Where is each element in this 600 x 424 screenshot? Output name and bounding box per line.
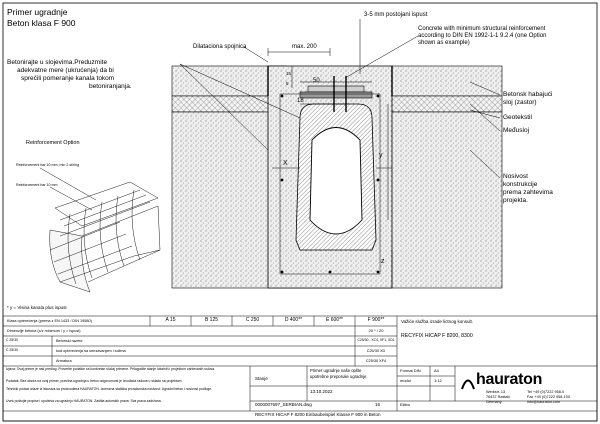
concrete-row-b: Betonski razred xyxy=(56,339,83,343)
instruction-l3: sprečili pomeranje kanala tokom xyxy=(21,75,115,82)
support-l3: prema zahtevima xyxy=(503,189,553,196)
approved-l2: upotrebne preporuke ugradnje. xyxy=(310,374,368,379)
grating-frame xyxy=(300,92,372,98)
class-c250: C 250 xyxy=(245,317,260,323)
address-l1: Werkstr. 13 xyxy=(486,390,506,394)
class-f900: F 900** xyxy=(367,317,385,323)
date-value: 13.10.2022 xyxy=(310,389,333,394)
footnote: * y = Visina kanala plus ispust xyxy=(7,305,67,310)
address-l3: Germany xyxy=(486,400,502,404)
dim-x: X xyxy=(283,160,288,167)
support-l4: projekta. xyxy=(503,197,528,204)
class-b125: B 125 xyxy=(204,317,219,323)
grating xyxy=(308,86,364,92)
contact-l1: Tel +49 (0)7222 958-0 xyxy=(527,390,565,394)
dimension-row-label: Dimenzije betona (x/z minimum / y = ispust) xyxy=(7,329,81,333)
dim-15: 15 xyxy=(286,71,292,76)
dim-z: z xyxy=(381,258,385,265)
frost-row-b: kod opterećenja sa smrzavanjem i solima xyxy=(56,349,126,353)
wearing-layer-l1: Betonsk habajući xyxy=(503,91,553,98)
reinforcement-callout-l1: Concrete with minimum structural reinforcement xyxy=(418,26,546,32)
disclaimer-l1: Izjava: Ovaj primer je naš predlog. Proverite podatke za konkretan slučaj primene. Prilagodite stanje lokalnih i projektom zahtevanih uslova. xyxy=(6,367,216,371)
drawing-title-line2: Beton klasa F 900 xyxy=(7,18,76,28)
reinforcement-bar2: Reinforcement bar 10 mm xyxy=(16,183,58,187)
disclaimer-l3: Tehnički podaci izlaze iz iskustva sa proizvodima HAURATON. Iznesena statička proračunska nosivost: Ugradni beton i nosivost podloge. xyxy=(6,387,213,391)
reinforcement-bar1: Reinforcement bar 10 mm; min 2 st/ring xyxy=(16,163,80,167)
drawing-number: 0000007597_SERBIAN.dwg xyxy=(255,402,312,407)
status-label: Stanje xyxy=(255,376,268,381)
support-l1: Nosivost xyxy=(503,173,528,180)
armature-row-value: C25/30 XF4 xyxy=(365,359,387,363)
reinforcement-sketch xyxy=(40,168,160,292)
load-class-label: Klasa opterećenja (prema z EN 1433 / DIN 19580) xyxy=(7,319,92,323)
approved-l1: Primer ugradnje naše opšte xyxy=(310,368,362,373)
armature-row-label: Armatura xyxy=(56,359,72,363)
frost-row-value: C25/30 XD xyxy=(366,349,386,353)
address-l2: 76437 Rastatt xyxy=(486,395,510,399)
drawing-title-line1: Primer ugradnje xyxy=(7,7,68,17)
dim-y: y xyxy=(379,152,383,159)
class-a15: A 15 xyxy=(165,317,176,323)
reinforcement-callout-l3: shown as example) xyxy=(418,40,470,46)
contact-l3: info@hauraton.com xyxy=(527,400,561,404)
wearing-course-right xyxy=(392,66,502,96)
scale-label: modul xyxy=(400,378,411,383)
concrete-row-a: C 25/30 xyxy=(6,338,18,342)
instruction-l4: betoniranjanja. xyxy=(89,83,132,90)
dim-18: 18 xyxy=(297,98,304,104)
dim-5: 5 xyxy=(286,81,289,86)
reinforcement-option-title: Reinforcement Option xyxy=(26,140,80,146)
class-d400: D 400** xyxy=(284,317,303,323)
frost-row-a: C 25/30 xyxy=(6,348,18,352)
scale-value: 1:12 xyxy=(434,378,442,383)
interlayer-label: Međusloj xyxy=(503,127,530,134)
geotextile-label: Geotekstil xyxy=(503,114,532,121)
dim-50: 50 xyxy=(313,78,320,84)
format-label: Format DIN xyxy=(400,368,421,373)
support-l2: konstrukcije xyxy=(503,181,538,188)
disclaimer-l2: Podatak: Bez obzira na ovaj primer, pravilna ugradnja u beton odgovornost je izvođača radova u skladu sa projektom. xyxy=(6,379,183,383)
wearing-layer-l2: sloj (zastor) xyxy=(503,99,537,106)
gap-callout: 3-5 mm postojani ispust xyxy=(364,12,428,18)
class-e600: E 600** xyxy=(326,317,343,323)
max-dimension: max. 200 xyxy=(292,44,317,50)
disclaimer-l4: Uvek poštujte propise i uputstva za ugradnju HAURATON. Zaštita autorskih prava: Sva prava zadržana. xyxy=(6,399,162,403)
format-value: A4 xyxy=(434,368,439,373)
concrete-row-value: C25/30 - XC4, XF1, XD1 xyxy=(357,338,395,342)
bottom-title: RECYFIX HICAP F 8200 Einbaubeispiel Klasse F 900 in Beton xyxy=(255,412,381,417)
expansion-joint-label: Dilataciona spojnica xyxy=(193,44,247,50)
channel-interior xyxy=(310,128,362,235)
instruction-l2: adekvatne mere (ukrućenja) da bi xyxy=(17,67,114,74)
product-name: RECYFIX HICAP F 8200, 8300 xyxy=(401,333,473,339)
company-logo: hauraton xyxy=(476,371,543,388)
contact-l2: Fax +49 (0)7222 958-100 xyxy=(527,395,570,399)
logo-mark xyxy=(462,381,474,390)
instruction-l1: Betonirajte u slojevima.Preduzmite xyxy=(7,59,108,66)
reinforcement-callout-l2: according to DIN EN 1992-1-1 9.2.4 (one Option xyxy=(418,33,547,39)
edition-label: Elitbo xyxy=(400,402,411,407)
sheet-count: 15 xyxy=(375,402,381,407)
dimension-row-value: 20 * / 20 xyxy=(368,328,384,333)
product-title: Važiće služba izrade lictnog konsult. xyxy=(401,319,473,324)
